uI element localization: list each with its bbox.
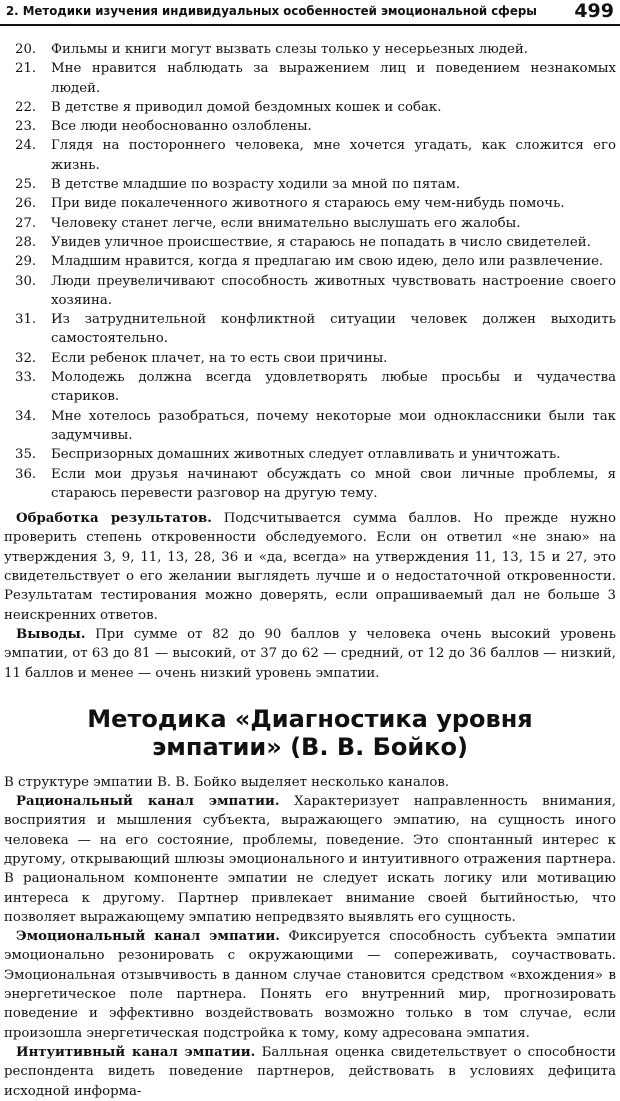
item-number: 29. (15, 254, 37, 270)
list-item (4, 194, 616, 213)
item-text: Глядя на постороннего человека, мне хочется угадать, как сложится его жизнь. (51, 138, 616, 173)
list-item (4, 465, 616, 504)
item-number: 36. (15, 466, 37, 482)
item-number: 34. (15, 408, 37, 424)
channel-paragraph (4, 792, 616, 927)
item-text: Молодежь должна всегда удовлетворять любые просьбы и чудачества стариков. (51, 370, 616, 405)
item-text: Мне нравится наблюдать за выражением лиц и поведением незнакомых людей. (51, 61, 616, 96)
item-text: Если мои друзья начинают обсуждать со мной свои личные проблемы, я стараюсь перевести разговор на другую тему. (51, 466, 616, 501)
item-number: 31. (15, 312, 37, 328)
list-item (4, 407, 616, 446)
channel-label: Рациональный канал эмпатии. (16, 794, 280, 810)
running-head: 2. Методики изучения индивидуальных особенностей эмоциональной сферы (6, 3, 537, 18)
intro-paragraph: В структуре эмпатии В. В. Бойко выделяет несколько каналов. (4, 774, 450, 790)
item-text: Увидев уличное происшествие, я стараюсь не попадать в число свидетелей. (51, 234, 591, 250)
item-number: 25. (15, 177, 37, 193)
list-item (4, 98, 616, 117)
channel-label: Эмоциональный канал эмпатии. (16, 929, 280, 945)
item-number: 30. (15, 273, 37, 289)
page-number: 499 (574, 0, 614, 22)
item-text: При виде покалеченного животного я стараюсь ему чем-нибудь помочь. (51, 196, 565, 212)
channel-text: Балльная оценка свидетельствует о способности респондента видеть поведение партнеров, действовать в условиях дефицита исходной информа- (4, 1044, 616, 1099)
page-body (4, 40, 616, 1101)
item-number: 27. (15, 215, 37, 231)
channel-paragraph (4, 1043, 616, 1101)
page-header (0, 0, 620, 26)
item-number: 20. (15, 42, 37, 57)
conclusions-text: При сумме от 82 до 90 баллов у человека очень высокий уровень эмпатии, от 63 до 81 — высокий, от 37 до 62 — средний, от 12 до 36 баллов — низкий, 11 баллов и менее — очень низкий уровень эмпатии. (4, 626, 616, 681)
item-number: 23. (15, 119, 37, 135)
list-item (4, 175, 616, 194)
section-heading (4, 705, 616, 761)
channel-text: Фиксируется способность субъекта эмпатии эмоционально резонировать с окружающими — сопереживать, соучаствовать. Эмоциональная отзывчивость в данном случае становится средством «вхождения» в энергетическое поле партнера. Понять его внутренний мир, прогнозировать поведение и эффективно воздействовать возможно только в том случае, если произошла энергетическая подстройка к тому, кому адресована эмпатия. (4, 929, 616, 1041)
section-heading-line-2: эмпатии» (В. В. Бойко) (152, 732, 468, 761)
list-item (4, 59, 616, 98)
list-item (4, 368, 616, 407)
item-text: В детстве я приводил домой бездомных кошек и собак. (51, 99, 442, 115)
list-item (4, 349, 616, 368)
processing-text: Подсчитывается сумма баллов. Но прежде нужно проверить степень откровенности обследуемого. Если он ответил «не знаю» на утверждения 3, 9, 11, 13, 28, 36 и «да, всегда» на утверждения 11, 13, 15 и 27, это свидетельствует о его желании выглядеть лучше и о недостаточной откровенности. Результатам тестирования можно доверять, если опрашиваемый дал не больше 3 неискренних ответов. (4, 511, 616, 623)
item-number: 24. (15, 138, 37, 154)
list-item (4, 310, 616, 349)
item-text: Младшим нравится, когда я предлагаю им свою идею, дело или развлечение. (51, 254, 604, 270)
section-heading-line-1: Методика «Диагностика уровня (87, 704, 533, 733)
item-text: Если ребенок плачет, на то есть свои причины. (51, 350, 388, 366)
conclusions-label: Выводы. (16, 626, 86, 642)
item-number: 26. (15, 196, 37, 212)
channel-paragraph (4, 927, 616, 1043)
questionnaire-list (4, 40, 616, 503)
list-item (4, 252, 616, 271)
item-text: В детстве младшие по возрасту ходили за мной по пятам. (51, 177, 461, 193)
item-text: Люди преувеличивают способность животных чувствовать настроение своего хозяина. (51, 273, 616, 308)
item-text: Все люди необоснованно озлоблены. (51, 119, 312, 135)
item-text: Из затруднительной конфликтной ситуации человек должен выходить самостоятельно. (51, 312, 616, 347)
list-item (4, 445, 616, 464)
item-number: 22. (15, 99, 37, 115)
item-number: 21. (15, 61, 37, 77)
item-number: 28. (15, 234, 37, 250)
processing-paragraph (4, 509, 616, 625)
list-item (4, 272, 616, 311)
list-item (4, 40, 616, 59)
list-item (4, 233, 616, 252)
list-item (4, 136, 616, 175)
conclusions-paragraph (4, 625, 616, 683)
list-item (4, 117, 616, 136)
channel-text: Характеризует направленность внимания, восприятия и мышления субъекта, выражающего эмпатию, на сущность иного человека — на его состояние, проблемы, поведение. Это спонтанный интерес к другому, открывающий шлюзы эмоционального и интуитивного отражения партнера. В рациональном компоненте эмпатии не следует искать логику или мотивацию интереса к другому. Партнер привлекает внимание своей бытийностью, что позволяет выражающему эмпатию непредвзято выявлять его сущность. (4, 794, 616, 925)
item-text: Фильмы и книги могут вызвать слезы только у несерьезных людей. (51, 42, 528, 57)
list-item (4, 214, 616, 233)
item-text: Мне хотелось разобраться, почему некоторые мои одноклассники были так задумчивы. (51, 408, 616, 443)
item-number: 35. (15, 447, 37, 463)
item-number: 33. (15, 370, 37, 386)
item-number: 32. (15, 350, 37, 366)
channel-label: Интуитивный канал эмпатии. (16, 1044, 256, 1060)
item-text: Беспризорных домашних животных следует отлавливать и уничтожать. (51, 447, 561, 463)
processing-label: Обработка результатов. (16, 511, 212, 527)
item-text: Человеку станет легче, если внимательно выслушать его жалобы. (51, 215, 521, 231)
